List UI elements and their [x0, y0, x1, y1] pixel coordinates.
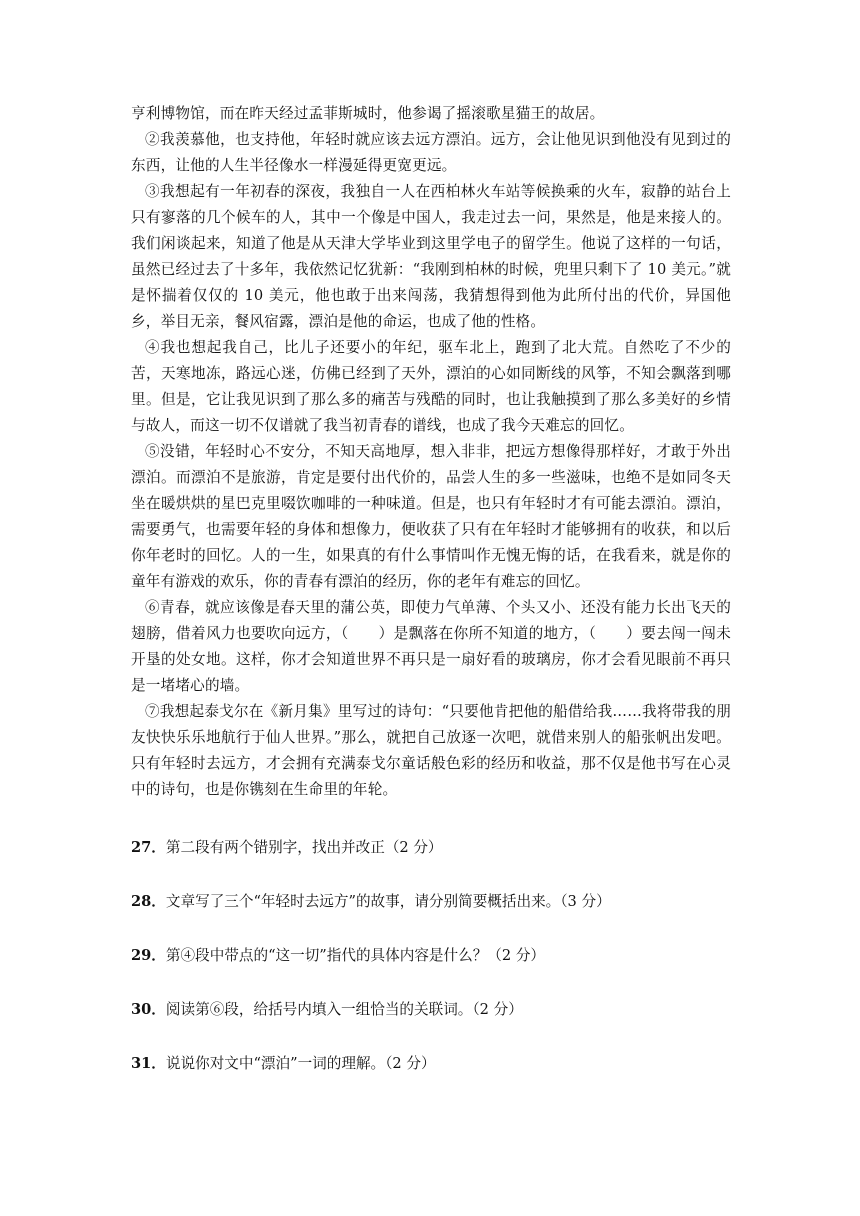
question-text: 文章写了三个“年轻时去远方”的故事，请分别简要概括出来。（3 分） [165, 893, 611, 910]
passage-paragraph-continued: 亨利博物馆，而在昨天经过孟菲斯城时，他参谒了摇滚歌星猫王的故居。 [131, 105, 605, 122]
reading-passage [131, 101, 731, 803]
question-number: 31． [131, 1055, 166, 1072]
question-number: 30． [131, 1001, 166, 1018]
question-number: 29． [131, 947, 166, 964]
question-29 [131, 943, 731, 969]
passage-paragraph-6: ⑥青春，就应该像是春天里的蒲公英，即使力气单薄、个头又小、还没有能力长出飞天的翅膀，借着风力也要吹向远方，（ ）是飘落在你所不知道的地方，（ ）要去闯一闯未开垦的处女地。这样，你才会知道世界不再只是一扇好看的玻璃房，你才会看见眼前不再只是一堵堵心的墙。 [131, 599, 731, 694]
question-text: 阅读第⑥段，给括号内填入一组恰当的关联词。（2 分） [165, 1001, 523, 1018]
question-27 [131, 835, 731, 861]
passage-paragraph-3: ③我想起有一年初春的深夜，我独自一人在西柏林火车站等候换乘的火车，寂静的站台上只有寥落的几个候车的人，其中一个像是中国人，我走过去一问，果然是，他是来接人的。我们闲谈起来，知道了他是从天津大学毕业到这里学电子的留学生。他说了这样的一句话，虽然已经过去了十多年，我依然记忆犹新：“我刚到柏林的时候，兜里只剩下了 10 美元。”就是怀揣着仅仅的 10 美元，他也敢于出来闯荡，我猜想得到他为此所付出的代价，异国他乡，举目无亲，餐风宿露，漂泊是他的命运，也成了他的性格。 [131, 183, 731, 330]
question-text: 说说你对文中“漂泊”一词的理解。（2 分） [165, 1055, 436, 1072]
question-31 [131, 1051, 731, 1077]
question-28 [131, 889, 731, 915]
question-text: 第二段有两个错别字，找出并改正（2 分） [165, 839, 443, 856]
passage-paragraph-7: ⑦我想起泰戈尔在《新月集》里写过的诗句：“只要他肯把他的船借给我……我将带我的朋友快快乐乐地航行于仙人世界。”那么，就把自己放逐一次吧，就借来别人的船张帆出发吧。只有年轻时去远方，才会拥有充满泰戈尔童话般色彩的经历和收益，那不仅是他书写在心灵中的诗句，也是你镌刻在生命里的年轮。 [131, 703, 731, 798]
passage-paragraph-4: ④我也想起我自己，比儿子还要小的年纪，驱车北上，跑到了北大荒。自然吃了不少的苦，天寒地冻，路远心迷，仿佛已经到了天外，漂泊的心如同断线的风筝，不知会飘落到哪里。但是，它让我见识到了那么多的痛苦与残酷的同时，也让我触摸到了那么多美好的乡情与故人，而这一切不仅谱就了我当初青春的谱线，也成了我今天难忘的回忆。 [131, 339, 731, 434]
passage-paragraph-2: ②我羡慕他，也支持他，年轻时就应该去远方漂泊。远方，会让他见识到他没有见到过的东西，让他的人生半径像水一样漫延得更宽更远。 [131, 131, 731, 174]
question-text: 第④段中带点的“这一切”指代的具体内容是什么？（2 分） [165, 947, 546, 964]
question-number: 28． [131, 893, 166, 910]
passage-paragraph-5: ⑤没错，年轻时心不安分，不知天高地厚，想入非非，把远方想像得那样好，才敢于外出漂泊。而漂泊不是旅游，肯定是要付出代价的，品尝人生的多一些滋味，也绝不是如同冬天坐在暖烘烘的星巴克里啜饮咖啡的一种味道。但是，也只有年轻时才有可能去漂泊。漂泊，需要勇气，也需要年轻的身体和想像力，便收获了只有在年轻时才能够拥有的收获，和以后你年老时的回忆。人的一生，如果真的有什么事情叫作无愧无悔的话，在我看来，就是你的童年有游戏的欢乐，你的青春有漂泊的经历，你的老年有难忘的回忆。 [131, 443, 731, 590]
question-30 [131, 997, 731, 1023]
question-number: 27． [131, 839, 166, 856]
